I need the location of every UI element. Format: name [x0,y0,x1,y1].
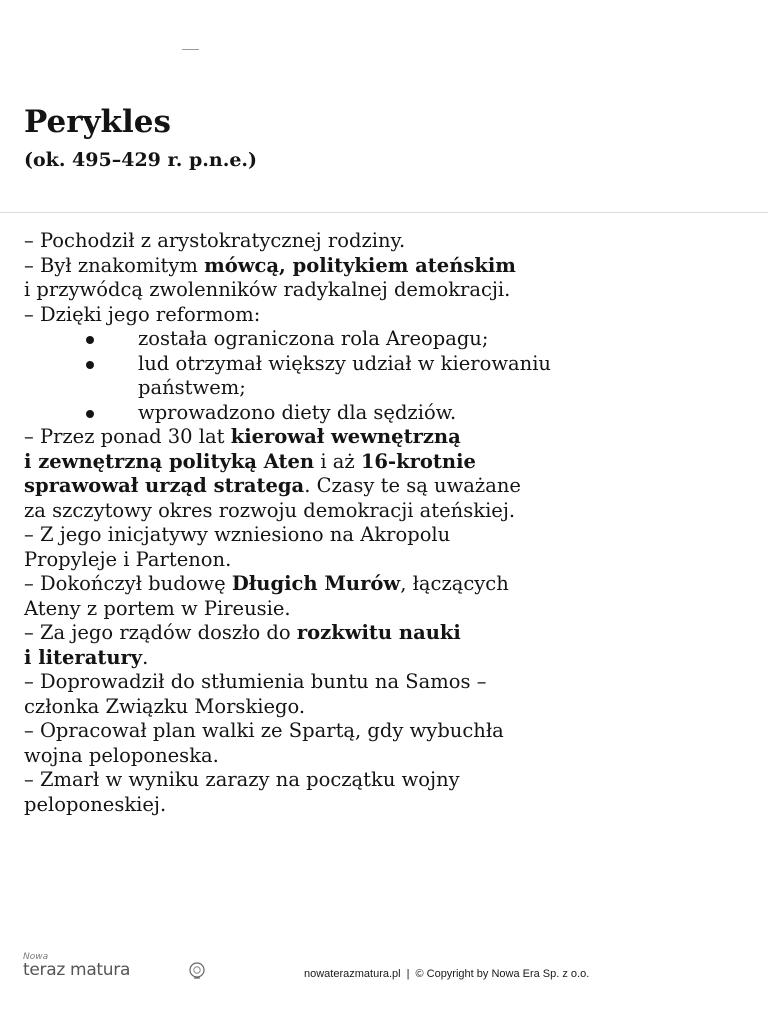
bold-text: mówcą [204,253,280,277]
bullet-text: została ograniczona rola Areopagu; [138,327,489,350]
text-line [24,425,764,450]
text-span: członka Związku Morskiego. [24,694,306,718]
text-line [24,621,764,646]
text-line [24,278,764,303]
text-span: – Przez ponad 30 lat [24,425,231,448]
bullet-dot-icon [86,361,94,369]
footer-separator: | [406,968,410,980]
text-span: – Zmarł w wyniku zarazy na początku wojny [24,768,460,791]
text-span: – Doprowadził do stłumienia buntu na Samos – [24,670,487,693]
bold-text: i literatury [24,645,143,669]
logo-small-text: Nowa [23,952,49,962]
text-span: – Dokończył budowę [24,572,232,595]
bullet-dot-icon [86,336,94,344]
text-span: za szczytowy okres rozwoju demokracji ateńskiej. [24,498,516,522]
header-divider [0,212,768,213]
page-title: Perykles [24,104,171,140]
text-span: – Opracował plan walki ze Spartą, gdy wybuchła [24,719,504,742]
bullet-text: wprowadzono diety dla sędziów. [138,400,457,424]
bullet-item [24,401,764,426]
nowa-teraz-matura-logo [23,952,223,982]
text-line [24,793,764,818]
footer-copyright [304,967,589,981]
bold-text: politykiem ateńskim [292,253,516,277]
text-line [24,303,764,328]
bullet-text: lud otrzymał większy udział w kierowaniu [138,351,551,375]
bold-text: 16-krotnie [360,449,476,473]
text-span: – Był znakomitym [24,253,205,277]
text-span: – Za jego rządów doszło do [24,621,297,644]
text-line [24,597,764,622]
bullet-item [24,327,764,352]
bullet-text: państwem; [138,376,246,399]
text-line [24,229,764,254]
bold-text: , [279,253,293,277]
content-body [24,229,764,817]
text-span: . Czasy te są uważane [304,474,521,497]
bold-text: i zewnętrzną polityką Aten [24,449,315,473]
text-span: . [142,645,149,669]
page-subtitle: (ok. 495–429 r. p.n.e.) [24,149,258,171]
logo-main-text: teraz matura [23,960,131,980]
text-span: – Z jego inicjatywy wzniesiono na Akropolu [24,523,451,546]
text-span: Ateny z portem w Pireusie. [24,596,291,620]
lightbulb-icon [186,962,208,980]
text-span: , łączących [400,572,509,595]
text-line [24,719,764,744]
text-line [24,670,764,695]
bold-text: sprawował urząd stratega [24,474,305,497]
text-line [24,523,764,548]
text-span: i przywódcą zwolenników radykalnej demokracji. [24,278,511,301]
bullet-item [24,352,764,377]
text-line [24,695,764,720]
text-span: wojna peloponeska. [24,743,219,767]
top-mark [182,49,199,50]
text-line [24,450,764,475]
text-line [24,499,764,524]
copyright-text: © Copyright by Nowa Era Sp. z o.o. [415,968,590,980]
text-span: – Pochodził z arystokratycznej rodziny. [24,229,406,252]
bullet-continuation [24,376,764,401]
text-line [24,474,764,499]
text-line [24,254,764,279]
text-line [24,548,764,573]
website-link[interactable]: nowaterazmatura.pl [304,968,401,980]
text-span: peloponeskiej. [24,792,167,816]
text-span: – Dzięki jego reformom: [24,302,261,326]
bold-text: kierował wewnętrzną [230,425,461,448]
text-line [24,768,764,793]
bold-text: rozkwitu nauki [296,621,461,644]
text-line [24,572,764,597]
bold-text: Długich Murów [231,572,401,595]
text-span: Propyleje i Partenon. [24,547,232,571]
text-line [24,646,764,671]
text-line [24,744,764,769]
text-span: i aż [314,449,361,473]
bullet-dot-icon [86,410,94,418]
